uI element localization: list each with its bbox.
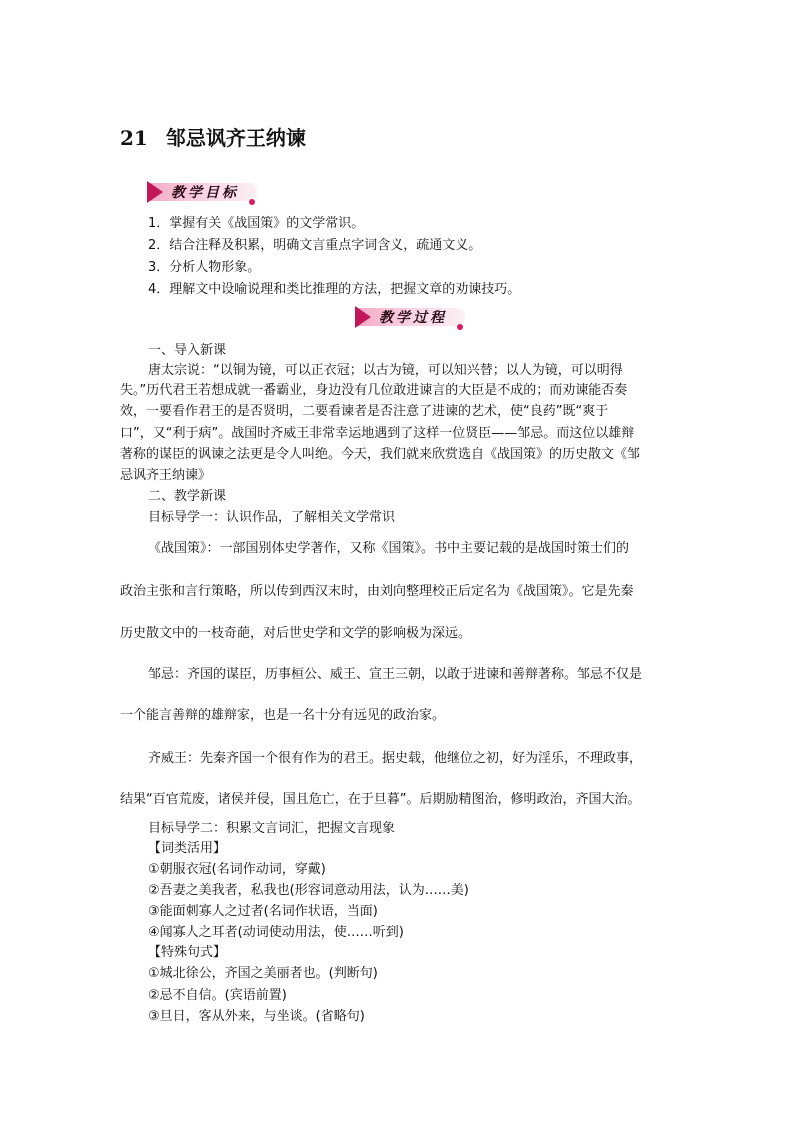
teaching-goals-banner xyxy=(147,181,257,203)
paragraph-line: 结果“百官荒废，诸侯并侵，国且危亡，在于旦暮”。后期励精图治，修明政治，齐国大治。 xyxy=(120,792,641,807)
teaching-process-heading: 教学过程 xyxy=(379,310,447,326)
paragraph-line: 口”，又“利于病”。战国时齐威王非常幸运地遇到了这样一位贤臣——邹忌。而这位以雄辩 xyxy=(120,426,635,441)
section-heading: 一、导入新课 xyxy=(148,343,227,358)
paragraph-line: 《战国策》：一部国别体史学著作，又称《国策》。书中主要记载的是战国时策士们的 xyxy=(148,541,630,556)
goal-item: 3．分析人物形象。 xyxy=(148,260,261,275)
goal-item: 4．理解文中设喻说理和类比推理的方法，把握文章的劝谏技巧。 xyxy=(148,282,521,297)
paragraph-line: 齐威王：先秦齐国一个很有作为的君王。据史载，他继位之初，好为淫乐，不理政事， xyxy=(148,751,643,766)
goal-item: 1．掌握有关《战国策》的文学常识。 xyxy=(148,216,365,231)
lesson-title: 邹忌讽齐王纳谏 xyxy=(165,126,306,150)
paragraph-line: 政治主张和言行策略，所以传到西汉末时，由刘向整理校正后定名为《战国策》。它是先秦 xyxy=(120,584,634,599)
list-item: ③能面刺寡人之过者(名词作状语，当面) xyxy=(148,904,378,919)
paragraph-line: 失。”历代君王若想成就一番霸业，身边没有几位敢进谏言的大臣是不成的；而劝谏能否奏 xyxy=(120,383,628,398)
subsection-heading: 目标导学一：认识作品，了解相关文学常识 xyxy=(148,510,396,525)
goal-item: 2．结合注释及积累，明确文言重点字词含义，疏通文义。 xyxy=(148,238,482,253)
paragraph-line: 历史散文中的一枝奇葩，对后世史学和文学的影响极为深远。 xyxy=(120,626,472,641)
paragraph-line: 著称的谋臣的讽谏之法更是令人叫绝。今天，我们就来欣赏选自《战国策》的历史散文《邹 xyxy=(120,447,641,462)
subsection-heading: 目标导学二：积累文言词汇，把握文言现象 xyxy=(148,821,396,836)
lesson-number: 21 xyxy=(120,126,148,150)
list-item: ③旦日，客从外来，与坐谈。(省略句) xyxy=(148,1009,365,1024)
section-heading: 二、教学新课 xyxy=(148,489,227,504)
list-item: ④闻寡人之耳者(动词使动用法，使……听到) xyxy=(148,925,404,940)
list-item: ①朝服衣冠(名词作动词，穿戴) xyxy=(148,862,326,877)
teaching-goals-heading: 教学目标 xyxy=(171,185,239,201)
paragraph-line: 一个能言善辩的雄辩家，也是一名十分有远见的政治家。 xyxy=(120,708,446,723)
list-item: ①城北徐公，齐国之美丽者也。(判断句) xyxy=(148,966,378,981)
paragraph-line: 效，一要看作君王的是否贤明，二要看谏者是否注意了进谏的艺术，使“良药”既“爽于 xyxy=(120,404,609,419)
list-item: ②忌不自信。(宾语前置) xyxy=(148,988,287,1003)
category-heading: 【特殊句式】 xyxy=(148,945,227,960)
paragraph-line: 唐太宗说：“以铜为镜，可以正衣冠；以古为镜，可以知兴替；以人为镜，可以明得 xyxy=(148,363,623,378)
paragraph-line: 忌讽齐王纳谏》 xyxy=(120,468,212,483)
teaching-process-banner xyxy=(355,306,465,328)
paragraph-line: 邹忌：齐国的谋臣，历事桓公、威王、宣王三朝，以敢于进谏和善辩著称。邹忌不仅是 xyxy=(148,667,643,682)
list-item: ②吾妻之美我者，私我也(形容词意动用法，认为……美) xyxy=(148,883,469,898)
category-heading: 【词类活用】 xyxy=(148,841,227,856)
page-title xyxy=(120,122,306,151)
